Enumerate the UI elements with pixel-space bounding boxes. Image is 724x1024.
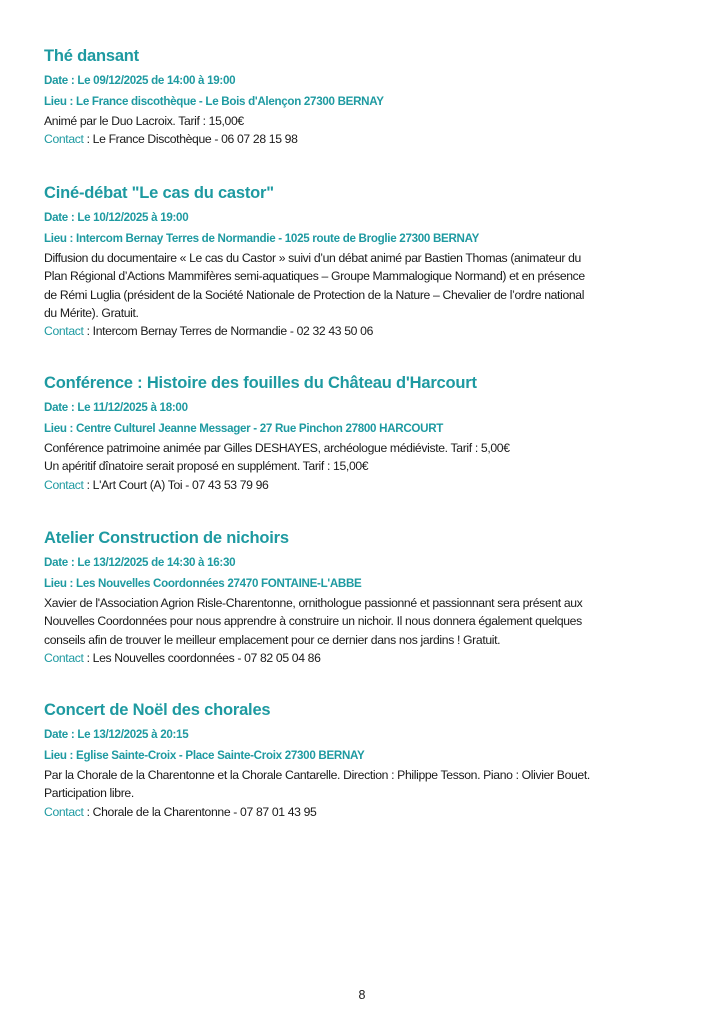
contact-value: : L'Art Court (A) Toi - 07 43 53 79 96 (83, 477, 269, 492)
event-contact (44, 322, 684, 340)
event-contact (44, 130, 684, 148)
event-location: Lieu : Eglise Sainte-Croix - Place Sainte-Croix 27300 BERNAY (44, 749, 365, 762)
event-description-line: Par la Chorale de la Charentonne et la Chorale Cantarelle. Direction : Philippe Tesson. Piano : Olivier Bouet. (44, 768, 590, 782)
event-entry (44, 698, 684, 821)
event-title: Conférence : Histoire des fouilles du Château d'Harcourt (44, 374, 477, 392)
event-description-line: Nouvelles Coordonnées pour nous apprendre à construire un nichoir. Il nous donnera également quelques (44, 614, 582, 629)
event-date: Date : Le 11/12/2025 à 18:00 (44, 401, 188, 414)
event-description-line: Participation libre. (44, 786, 134, 801)
event-description-line: Diffusion du documentaire « Le cas du Castor » suivi d’un débat animé par Bastien Thomas (animateur du (44, 251, 581, 265)
event-date: Date : Le 13/12/2025 à 20:15 (44, 728, 189, 741)
contact-label: Contact (44, 132, 84, 147)
event-location: Lieu : Le France discothèque - Le Bois d'Alençon 27300 BERNAY (44, 95, 384, 108)
event-description-line: du Mérite). Gratuit. (44, 305, 139, 320)
event-description-line: Plan Régional d’Actions Mammifères semi-aquatiques – Groupe Mammalogique Normand) et en présence (44, 269, 585, 284)
event-entry (44, 371, 684, 494)
event-description-line: conseils afin de trouver le meilleur emplacement pour ce dernier dans nos jardins ! Gratuit. (44, 632, 501, 647)
event-title: Concert de Noël des chorales (44, 701, 271, 719)
event-date: Date : Le 13/12/2025 de 14:30 à 16:30 (44, 556, 236, 569)
event-location: Lieu : Intercom Bernay Terres de Normandie - 1025 route de Broglie 27300 BERNAY (44, 232, 480, 245)
event-title: Atelier Construction de nichoirs (44, 529, 289, 547)
contact-label: Contact (44, 324, 84, 339)
contact-label: Contact (44, 477, 84, 492)
event-entry (44, 181, 684, 340)
contact-value: : Intercom Bernay Terres de Normandie - 02 32 43 50 06 (83, 324, 374, 339)
contact-value: : Les Nouvelles coordonnées - 07 82 05 04 86 (83, 650, 321, 665)
page-number: 8 (358, 988, 366, 1002)
event-date: Date : Le 10/12/2025 à 19:00 (44, 211, 189, 224)
contact-label: Contact (44, 650, 84, 665)
contact-value: : Le France Discothèque - 06 07 28 15 98 (83, 132, 298, 147)
contact-label: Contact (44, 804, 84, 819)
event-entry (44, 526, 684, 667)
event-contact (44, 803, 684, 821)
event-location: Lieu : Les Nouvelles Coordonnées 27470 FONTAINE-L'ABBE (44, 577, 362, 590)
event-title: Thé dansant (44, 47, 139, 65)
event-description-line: Un apéritif dînatoire serait proposé en supplément. Tarif : 15,00€ (44, 459, 369, 474)
event-contact (44, 476, 684, 494)
contact-value: : Chorale de la Charentonne - 07 87 01 43 95 (83, 804, 317, 819)
event-description-line: Animé par le Duo Lacroix. Tarif : 15,00€ (44, 114, 244, 128)
event-contact (44, 649, 684, 667)
event-description-line: Conférence patrimoine animée par Gilles DESHAYES, archéologue médiéviste. Tarif : 5,00€ (44, 441, 510, 455)
event-description-line: Xavier de l'Association Agrion Risle-Charentonne, ornithologue passionné et passionnant sera présent aux (44, 596, 583, 610)
event-title: Ciné-débat "Le cas du castor" (44, 184, 274, 202)
event-entry (44, 44, 684, 149)
event-date: Date : Le 09/12/2025 de 14:00 à 19:00 (44, 74, 236, 87)
event-location: Lieu : Centre Culturel Jeanne Messager - 27 Rue Pinchon 27800 HARCOURT (44, 422, 444, 435)
event-description-line: de Rémi Luglia (président de la Société Nationale de Protection de la Nature – Chevalier de l’ordre national (44, 287, 585, 302)
